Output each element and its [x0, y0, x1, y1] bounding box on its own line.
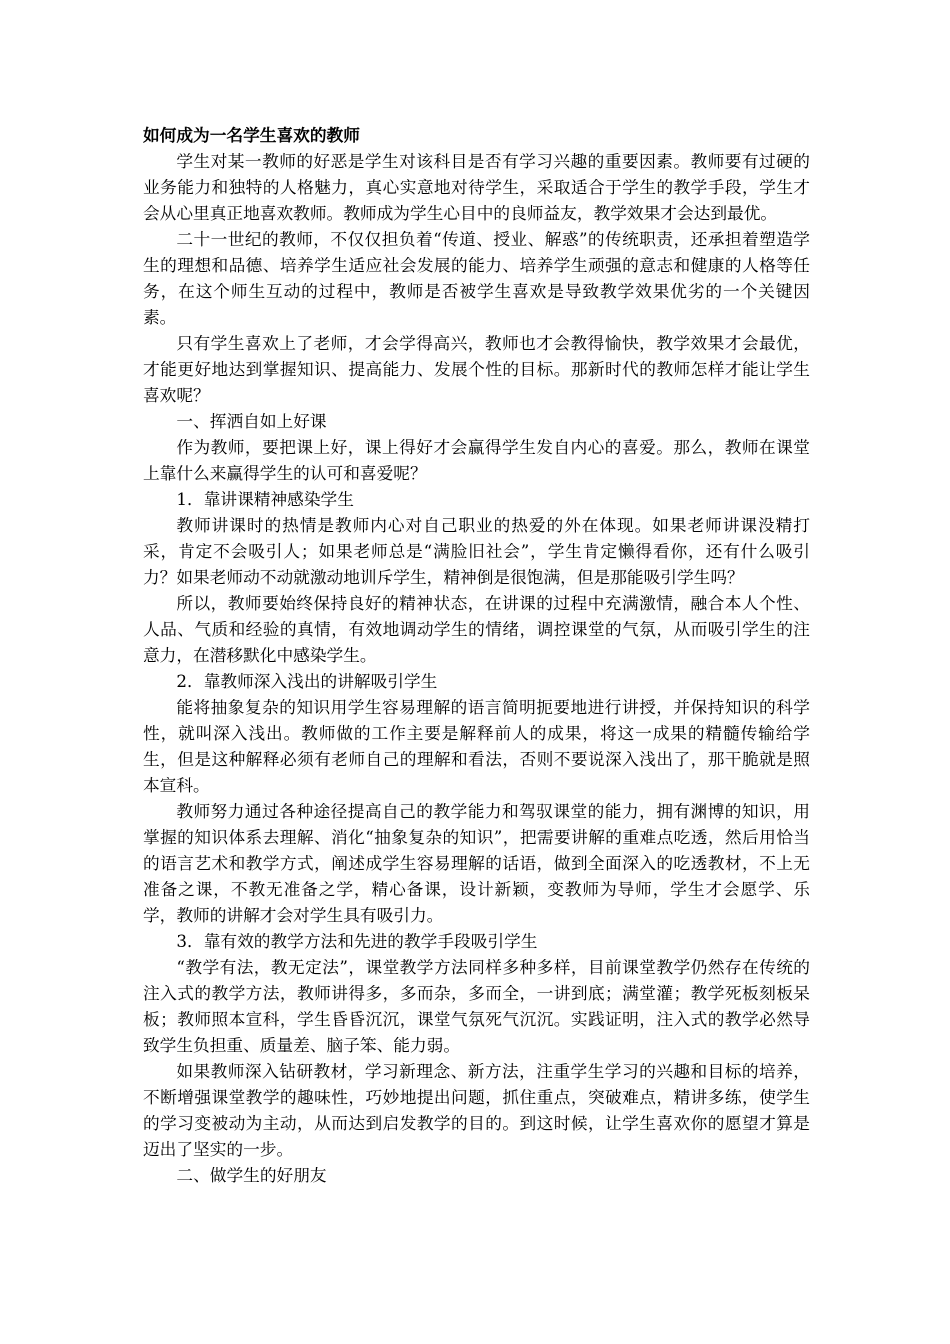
- paragraph: 二十一世纪的教师，不仅仅担负着“传道、授业、解惑”的传统职责，还承担着塑造学生的理想和品德、培养学生适应社会发展的能力、培养学生顽强的意志和健康的人格等任务，在这个师生互动的过程中，教师是否被学生喜欢是导致教学效果优劣的一个关键因素。: [143, 229, 810, 327]
- subsection-heading: 3．靠有效的教学方法和先进的教学手段吸引学生: [176, 931, 538, 951]
- paragraph: 教师努力通过各种途径提高自己的教学能力和驾驭课堂的能力，拥有渊博的知识，用掌握的知识体系去理解、消化“抽象复杂的知识”，把需要讲解的重难点吃透，然后用恰当的语言艺术和教学方式，阐述成学生容易理解的话语，做到全面深入的吃透教材，不上无准备之课，不教无准备之学，精心备课，设计新颖，变教师为导师，学生才会愿学、乐学，教师的讲解才会对学生具有吸引力。: [143, 801, 810, 925]
- paragraph: 能将抽象复杂的知识用学生容易理解的语言简明扼要地进行讲授，并保持知识的科学性，就叫深入浅出。教师做的工作主要是解释前人的成果，将这一成果的精髓传输给学生，但是这种解释必须有老师自己的理解和看法，否则不要说深入浅出了，那干脆就是照本宣科。: [143, 697, 810, 795]
- paragraph: 作为教师，要把课上好，课上得好才会赢得学生发自内心的喜爱。那么，教师在课堂上靠什么来赢得学生的认可和喜爱呢？: [143, 437, 810, 483]
- paragraph: 如果教师深入钻研教材，学习新理念、新方法，注重学生学习的兴趣和目标的培养，不断增强课堂教学的趣味性，巧妙地提出问题，抓住重点，突破难点，精讲多练，使学生的学习变被动为主动，从而达到启发教学的目的。到这时候，让学生喜欢你的愿望才算是迈出了坚实的一步。: [143, 1061, 810, 1159]
- subsection-heading: 1．靠讲课精神感染学生: [176, 489, 354, 509]
- section-heading: 一、挥洒自如上好课: [176, 411, 327, 431]
- subsection-heading: 2．靠教师深入浅出的讲解吸引学生: [176, 671, 438, 691]
- paragraph: 只有学生喜欢上了老师，才会学得高兴，教师也才会教得愉快，教学效果才会最优，才能更好地达到掌握知识、提高能力、发展个性的目标。那新时代的教师怎样才能让学生喜欢呢？: [143, 333, 810, 405]
- document-page: [143, 122, 810, 1188]
- paragraph: 教师讲课时的热情是教师内心对自己职业的热爱的外在体现。如果老师讲课没精打采，肯定不会吸引人；如果老师总是“满脸旧社会”，学生肯定懒得看你，还有什么吸引力？如果老师动不动就激动地训斥学生，精神倒是很饱满，但是那能吸引学生吗？: [143, 515, 810, 587]
- paragraph: “教学有法，教无定法”，课堂教学方法同样多种多样，目前课堂教学仍然存在传统的注入式的教学方法，教师讲得多，多而杂，多而全，一讲到底；满堂灌；教学死板刻板呆板；教师照本宣科，学生昏昏沉沉，课堂气氛死气沉沉。实践证明，注入式的教学必然导致学生负担重、质量差、脑子笨、能力弱。: [143, 957, 810, 1055]
- document-title: 如何成为一名学生喜欢的教师: [143, 125, 360, 145]
- paragraph: 所以，教师要始终保持良好的精神状态，在讲课的过程中充满激情，融合本人个性、人品、气质和经验的真情，有效地调动学生的情绪，调控课堂的气氛，从而吸引学生的注意力，在潜移默化中感染学生。: [143, 593, 810, 665]
- paragraph: 学生对某一教师的好恶是学生对该科目是否有学习兴趣的重要因素。教师要有过硬的业务能力和独特的人格魅力，真心实意地对待学生，采取适合于学生的教学手段，学生才会从心里真正地喜欢教师。教师成为学生心目中的良师益友，教学效果才会达到最优。: [143, 151, 810, 223]
- section-heading: 二、做学生的好朋友: [176, 1165, 327, 1185]
